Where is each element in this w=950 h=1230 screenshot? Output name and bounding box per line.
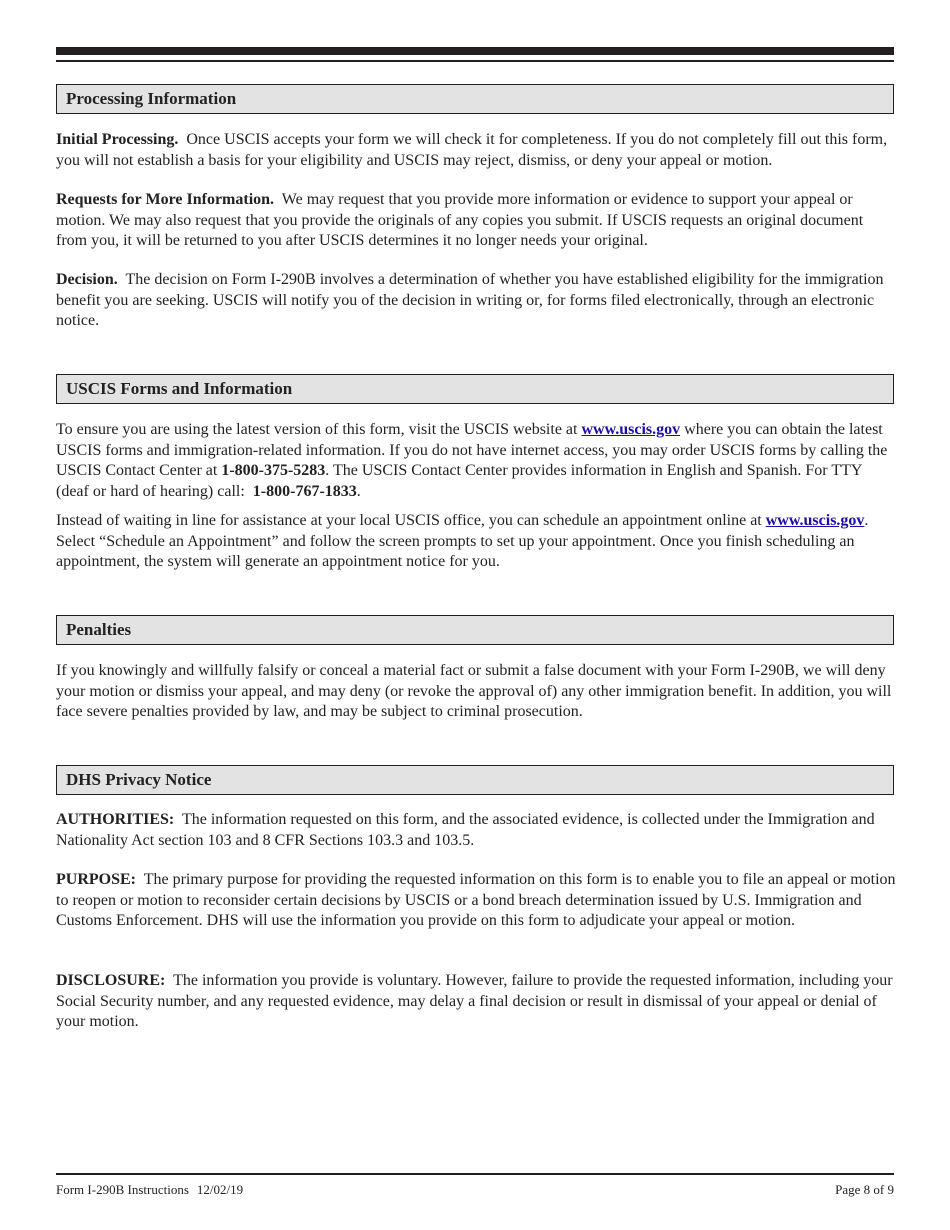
- decision-text: The decision on Form I-290B involves a determination of whether you have established eligibility for the immigration benefit you are seeking. USCIS will notify you of the decision in writing or, for forms filed electronically, through an electronic notice.: [56, 271, 884, 329]
- footer-page-number: Page 8 of 9: [835, 1182, 894, 1197]
- uscis-website-link[interactable]: www.uscis.gov: [581, 421, 681, 438]
- authorities-label: AUTHORITIES:: [56, 811, 175, 828]
- forms-info-paragraph-2: [56, 511, 896, 573]
- initial-processing-label: Initial Processing.: [56, 131, 179, 148]
- footer-date: 12/02/19: [196, 1182, 244, 1197]
- section-header-forms-info: USCIS Forms and Information: [56, 374, 894, 404]
- disclosure-text: The information you provide is voluntary. However, failure to provide the requested information, including your Social Security number, and any requested evidence, may delay a final decision or result in dismissal of your appeal or denial of your motion.: [56, 972, 893, 1030]
- requests-label: Requests for More Information.: [56, 191, 275, 208]
- purpose-label: PURPOSE:: [56, 871, 136, 888]
- appointment-text-b: . Select “Schedule an Appointment” and follow the screen prompts to set up your appointment. Once you finish scheduling an appointment, the system will generate an appointment notice for you.: [56, 512, 869, 570]
- forms-info-text-end: .: [356, 482, 361, 500]
- authorities-text: The information requested on this form, and the associated evidence, is collected under the Immigration and Nationality Act section 103 and 8 CFR Sections 103.3 and 103.5.: [56, 811, 875, 849]
- decision-paragraph: [56, 270, 896, 332]
- disclosure-paragraph: [56, 971, 896, 1033]
- section-header-processing: Processing Information: [56, 84, 894, 114]
- requests-paragraph: [56, 190, 896, 252]
- authorities-paragraph: [56, 810, 896, 851]
- initial-processing-paragraph: [56, 130, 896, 171]
- section-header-privacy: DHS Privacy Notice: [56, 765, 894, 795]
- footer-rule: [56, 1173, 894, 1175]
- appointment-text-a: Instead of waiting in line for assistance at your local USCIS office, you can schedule an appointment online at: [56, 512, 762, 529]
- disclosure-label: DISCLOSURE:: [56, 972, 166, 989]
- forms-info-text-a: To ensure you are using the latest version of this form, visit the USCIS website at: [56, 421, 578, 438]
- tty-phone: 1-800-767-1833: [252, 482, 357, 500]
- section-header-penalties: Penalties: [56, 615, 894, 645]
- forms-info-text-b: where you can obtain the latest USCIS forms and immigration-related information. If you do not have internet access, you may order USCIS forms by calling the USCIS Contact Center at: [56, 421, 888, 479]
- forms-info-text-c: . The USCIS Contact Center provides information in English and Spanish. For TTY (deaf or hard of hearing) call:: [56, 462, 862, 500]
- contact-center-phone: 1-800-375-5283: [221, 462, 326, 479]
- footer-form-info: [56, 1182, 243, 1198]
- uscis-website-link-2[interactable]: www.uscis.gov: [765, 512, 865, 529]
- initial-processing-text: Once USCIS accepts your form we will check it for completeness. If you do not completely fill out this form, you will not establish a basis for your eligibility and USCIS may reject, dismiss, or deny your appeal or motion.: [56, 131, 888, 169]
- header-thick-rule: [56, 47, 894, 55]
- requests-text: We may request that you provide more information or evidence to support your appeal or motion. We may also request that you provide the originals of any copies you submit. If USCIS requests an original document from you, it will be returned to you after USCIS determines it no longer needs your original.: [56, 191, 864, 249]
- header-thin-rule: [56, 60, 894, 62]
- forms-info-paragraph-1: [56, 420, 896, 502]
- decision-label: Decision.: [56, 271, 118, 288]
- footer-form-name: Form I-290B Instructions: [56, 1182, 189, 1197]
- purpose-text: The primary purpose for providing the requested information on this form is to enable you to file an appeal or motion to reopen or motion to reconsider certain decisions by USCIS or a bond breach determination issued by U.S. Immigration and Customs Enforcement. DHS will use the information you provide on this form to adjudicate your appeal or motion.: [56, 871, 896, 929]
- penalties-paragraph: If you knowingly and willfully falsify or conceal a material fact or submit a false document with your Form I-290B, we will deny your motion or dismiss your appeal, and may deny (or revoke the approval of) any other immigration benefit. In addition, you will face severe penalties provided by law, and may be subject to criminal prosecution.: [56, 662, 892, 720]
- purpose-paragraph: [56, 870, 896, 932]
